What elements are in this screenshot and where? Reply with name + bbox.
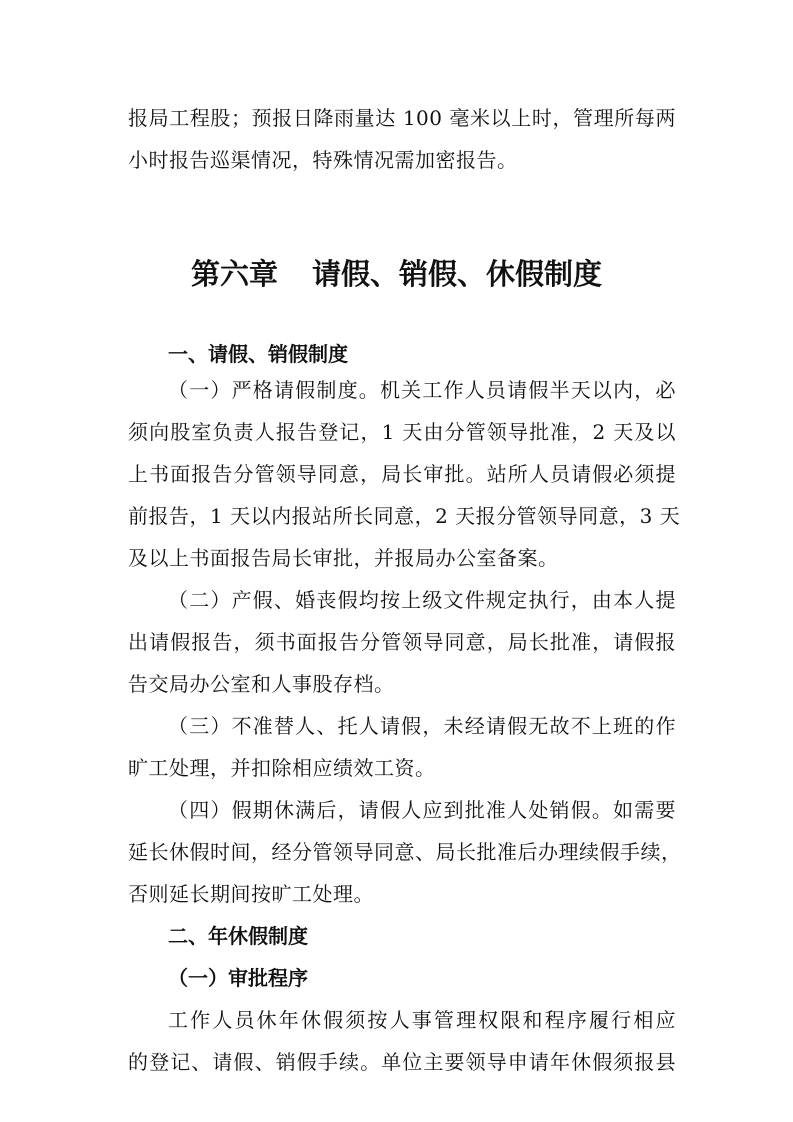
paragraph-line: （四）假期休满后，请假人应到批准人处销假。如需要 (168, 798, 676, 822)
paragraph-line: （二）产假、婚丧假均按上级文件规定执行，由本人提 (168, 588, 676, 612)
paragraph-line: 上书面报告分管领导同意，局长审批。站所人员请假必须提 (128, 462, 676, 486)
paragraph-line: 告交局办公室和人事股存档。 (128, 672, 395, 696)
intro-line-2: 小时报告巡渠情况，特殊情况需加密报告。 (128, 148, 518, 172)
paragraph-line: （三）不准替人、托人请假，未经请假无故不上班的作 (168, 714, 676, 738)
paragraph-line: （一）严格请假制度。机关工作人员请假半天以内，必 (168, 378, 676, 402)
subsection-heading-approval: （一）审批程序 (168, 966, 308, 990)
chapter-title (0, 254, 793, 294)
intro-line-1: 报局工程股；预报日降雨量达 100 毫米以上时，管理所每两 (128, 106, 676, 130)
paragraph-line: 前报告，1 天以内报站所长同意，2 天报分管领导同意，3 天 (128, 504, 681, 528)
chapter-number: 第六章 (190, 257, 278, 291)
paragraph-line: 出请假报告，须书面报告分管领导同意，局长批准，请假报 (128, 630, 676, 654)
paragraph-line: 延长休假时间，经分管领导同意、局长批准后办理续假手续， (128, 840, 682, 864)
paragraph-line: 旷工处理，并扣除相应绩效工资。 (128, 756, 436, 780)
paragraph-line: 的登记、请假、销假手续。单位主要领导申请年休假须报县 (128, 1050, 676, 1074)
paragraph-line: 及以上书面报告局长审批，并报局办公室备案。 (128, 546, 559, 570)
chapter-name: 请假、销假、休假制度 (312, 257, 603, 291)
section-heading-annual-leave: 二、年休假制度 (168, 924, 308, 948)
paragraph-line: 否则延长期间按旷工处理。 (128, 882, 374, 906)
paragraph-line: 须向股室负责人报告登记，1 天由分管领导批准，2 天及以 (128, 420, 676, 444)
section-heading-leave: 一、请假、销假制度 (168, 342, 348, 366)
paragraph-line: 工作人员休年休假须按人事管理权限和程序履行相应 (168, 1008, 676, 1032)
